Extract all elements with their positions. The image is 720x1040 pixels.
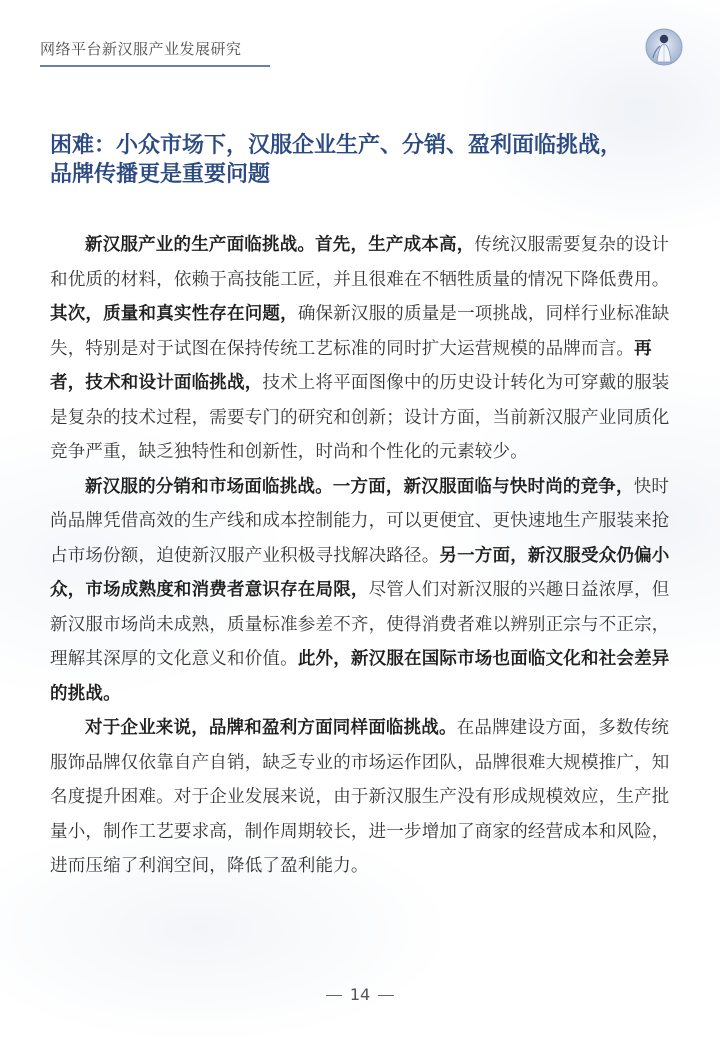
bold-text: 再者，技术和设计面临挑战， [50,338,652,393]
body-text [50,228,674,884]
paragraph-distribution [50,470,674,712]
body-text-run: 确保新汉服的质量是一项挑战，同样行业标准缺失，特别是对于试图在保持传统工艺标准的同时扩大运营规模的品牌而言。 [50,304,670,359]
paragraph-production [50,228,674,470]
header-title: 网络平台新汉服产业发展研究 [40,40,242,58]
bold-text: 另一方面，新汉服受众仍偏小众，市场成熟度和消费者意识存在局限， [50,545,670,600]
body-text-run: 在品牌建设方面，多数传统服饰品牌仅依靠自产自销，缺乏专业的市场运作团队，品牌很难大规模推广，知名度提升困难。对于企业发展来说，由于新汉服生产没有形成规模效应，生产批量小，制作工艺要求高，制作周期较长，进一步增加了商家的经营成本和风险，进而压缩了利润空间，降低了盈利能力。 [50,718,670,876]
body-text-run: 快时尚品牌凭借高效的生产线和成本控制能力，可以更便宜、更快速地生产服装来抢占市场份额，迫使新汉服产业积极寻找解决路径。 [50,476,670,566]
paragraph-brand-profit [50,711,674,884]
body-text-run: 技术上将平面图像中的历史设计转化为可穿戴的服装是复杂的技术过程，需要专门的研究和创新；设计方面，当前新汉服产业同质化竞争严重，缺乏独特性和创新性，时尚和个性化的元素较少。 [50,373,670,462]
section-heading-line-2: 品牌传播更是重要问题 [50,162,271,187]
hanfu-figure-logo-icon [645,28,683,66]
footer-dash-left [326,995,342,996]
footer-dash-right [378,995,394,996]
bold-text: 新汉服的分销和市场面临挑战。一方面，新汉服面临与快时尚的竞争， [85,476,634,497]
bold-text: 对于企业来说，品牌和盈利方面同样面临挑战。 [85,718,457,738]
page-number: 14 [349,985,371,1004]
body-text-run: 传统汉服需要复杂的设计和优质的材料，依赖于高技能工匠，并且很难在不牺牲质量的情况下降低费用。 [50,235,670,290]
header-divider [40,65,270,67]
bold-text: 此外，新汉服在国际市场也面临文化和社会差异的挑战。 [50,649,670,704]
body-text-run: 尽管人们对新汉服的兴趣日益浓厚，但新汉服市场尚未成熟，质量标准参差不齐，使得消费者难以辨别正宗与不正宗，理解其深厚的文化意义和价值。 [50,580,670,669]
running-header [40,38,280,67]
section-heading-line-1: 困难：小众市场下，汉服企业生产、分销、盈利面临挑战， [50,133,623,158]
section-heading [50,131,690,189]
page-footer [0,985,720,1004]
bold-text: 其次，质量和真实性存在问题， [50,304,298,324]
bold-text: 新汉服产业的生产面临挑战。首先，生产成本高， [85,235,475,255]
